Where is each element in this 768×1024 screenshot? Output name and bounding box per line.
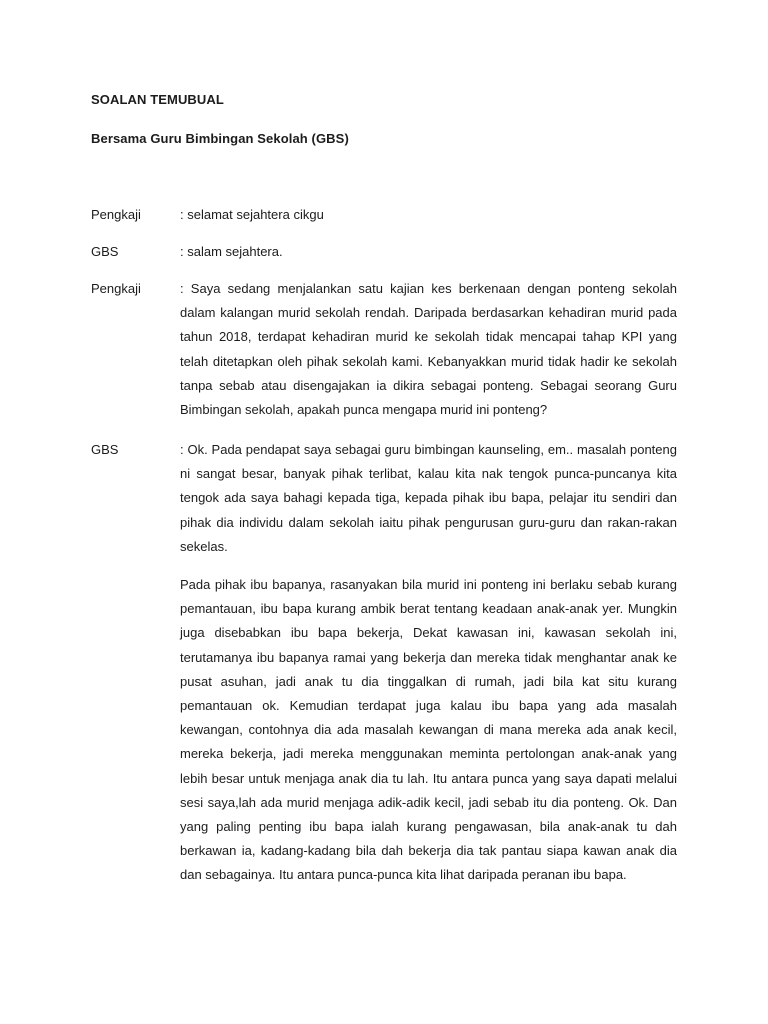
speech-paragraph: : salam sejahtera. [180,244,283,259]
document-title: SOALAN TEMUBUAL [91,92,224,107]
speech-text [180,438,677,888]
document-subtitle: Bersama Guru Bimbingan Sekolah (GBS) [91,131,349,146]
speaker-label: GBS [91,442,119,457]
speaker-label: Pengkaji [91,207,141,222]
speech-paragraph: : selamat sejahtera cikgu [180,207,324,222]
speech-text [180,203,677,227]
speaker-label: GBS [91,244,119,259]
dialogue-entry [91,203,677,227]
dialogue-entry [91,438,677,888]
speech-paragraph: : Ok. Pada pendapat saya sebagai guru bimbingan kaunseling, em.. masalah ponteng ni sangat besar, banyak pihak terlibat, kalau kita nak tengok punca-puncanya kita tengok ada saya bahagi kepada tiga, kepada pihak ibu bapa, pelajar itu sendiri dan pihak dia individu dalam sekolah iaitu pihak pengurusan guru-guru dan rakan-rakan sekelas. [180,442,677,554]
speech-text [180,240,677,264]
dialogue-entry [91,277,677,422]
speech-paragraph: Pada pihak ibu bapanya, rasanyakan bila murid ini ponteng ini berlaku sebab kurang pemantauan, ibu bapa kurang ambik berat tentang keadaan anak-anak yer. Mungkin juga disebabkan ibu bapa bekerja, Dekat kawasan ini, kawasan sekolah ini, terutamanya ibu bapanya ramai yang bekerja dan mereka tidak menghantar anak ke pusat asuhan, jadi anak tu dia tinggalkan di rumah, jadi bila kat situ kurang pemantauan ok. Kemudian terdapat juga kalau ibu bapa yang ada masalah kewangan, contohnya dia ada masalah kewangan di mana mereka ada anak kecil, mereka bekerja, jadi mereka menggunakan meminta pertolongan anak-anak yang lebih besar untuk menjaga anak dia tu lah. Itu antara punca yang saya dapati melalui sesi saya,lah ada murid menjaga adik-adik kecil, jadi sebab itu dia ponteng. Ok. Dan yang paling penting ibu bapa ialah kurang pengawasan, bila anak-anak tu dah berkawan ia, kadang-kadang bila dah bekerja dia tak pantau siapa kawan anak dia dan sebagainya. Itu antara punca-punca kita lihat daripada peranan ibu bapa. [180,577,677,883]
speaker-label: Pengkaji [91,281,141,296]
speech-text [180,277,677,422]
speech-paragraph: : Saya sedang menjalankan satu kajian kes berkenaan dengan ponteng sekolah dalam kalangan murid sekolah rendah. Daripada berdasarkan kehadiran murid pada tahun 2018, terdapat kehadiran murid ke sekolah tidak mencapai tahap KPI yang telah ditetapkan oleh pihak sekolah kami. Kebanyakkan murid tidak hadir ke sekolah tanpa sebab atau disengajakan ia dikira sebagai ponteng. Sebagai seorang Guru Bimbingan sekolah, apakah punca mengapa murid ini ponteng? [180,281,677,418]
dialogue-entry [91,240,677,264]
